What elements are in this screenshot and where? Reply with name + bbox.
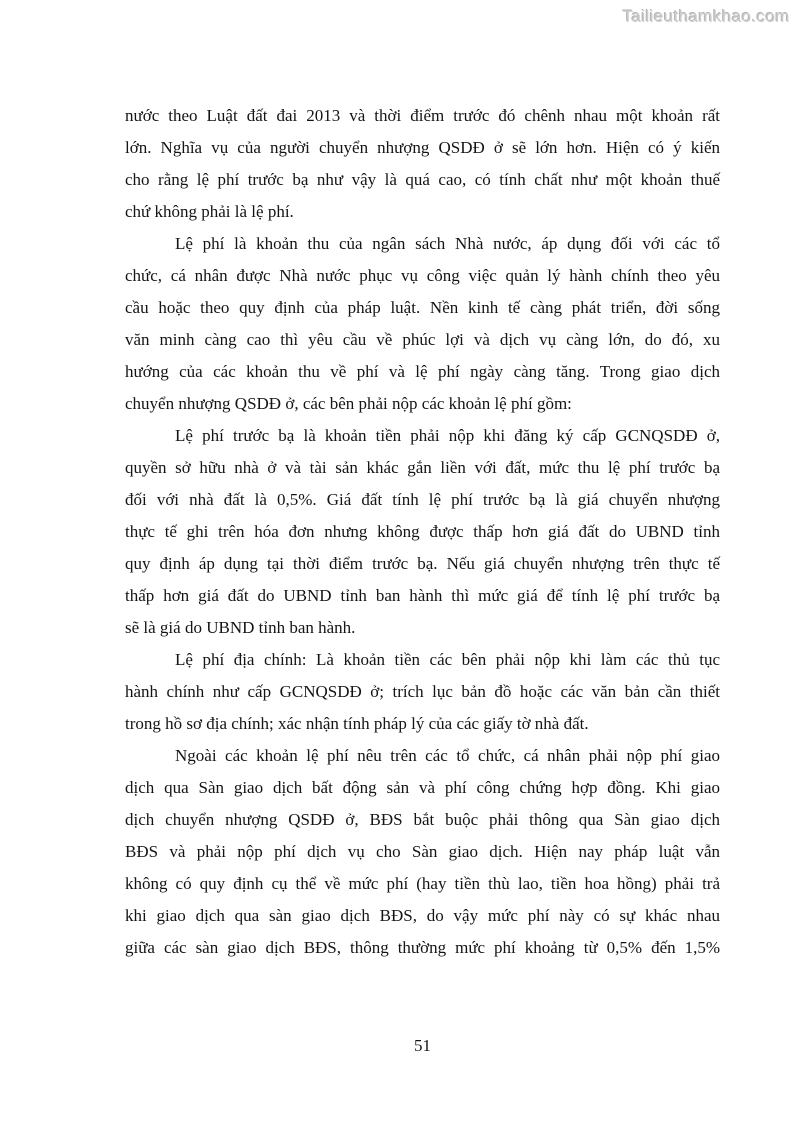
paragraph bbox=[125, 420, 720, 644]
text-line: quy định áp dụng tại thời điểm trước bạ. Nếu giá chuyển nhượng trên thực tế bbox=[125, 554, 720, 573]
text-line: thấp hơn giá đất do UBND tỉnh ban hành thì mức giá để tính lệ phí trước bạ bbox=[125, 586, 720, 605]
text-line: văn minh càng cao thì yêu cầu về phúc lợi và dịch vụ càng lớn, do đó, xu bbox=[125, 330, 720, 349]
text-line: quyền sở hữu nhà ở và tài sản khác gắn liền với đất, mức thu lệ phí trước bạ bbox=[125, 458, 720, 477]
page-number: 51 bbox=[414, 1036, 431, 1055]
text-line: Lệ phí là khoản thu của ngân sách Nhà nước, áp dụng đối với các tổ bbox=[175, 234, 720, 253]
text-line: giữa các sàn giao dịch BĐS, thông thường mức phí khoảng từ 0,5% đến 1,5% bbox=[125, 938, 720, 957]
text-line: chức, cá nhân được Nhà nước phục vụ công việc quản lý hành chính theo yêu bbox=[125, 266, 720, 285]
text-line: lớn. Nghĩa vụ của người chuyển nhượng QSDĐ ở sẽ lớn hơn. Hiện có ý kiến bbox=[125, 138, 720, 157]
text-line: dịch chuyển nhượng QSDĐ ở, BĐS bắt buộc phải thông qua Sàn giao dịch bbox=[125, 810, 720, 829]
text-line: chứ không phải là lệ phí. bbox=[125, 202, 294, 221]
text-line: thực tế ghi trên hóa đơn nhưng không được thấp hơn giá đất do UBND tỉnh bbox=[125, 522, 720, 541]
text-line: khi giao dịch qua sàn giao dịch BĐS, do vậy mức phí này có sự khác nhau bbox=[125, 906, 720, 925]
paragraph bbox=[125, 644, 720, 740]
text-line: trong hồ sơ địa chính; xác nhận tính pháp lý của các giấy tờ nhà đất. bbox=[125, 714, 589, 733]
document-body bbox=[125, 100, 720, 964]
text-line: hành chính như cấp GCNQSDĐ ở; trích lục bản đồ hoặc các văn bản cần thiết bbox=[125, 682, 720, 701]
paragraph bbox=[125, 228, 720, 420]
text-line: cầu hoặc theo quy định của pháp luật. Nền kinh tế càng phát triển, đời sống bbox=[125, 298, 720, 317]
text-line: Lệ phí địa chính: Là khoản tiền các bên phải nộp khi làm các thủ tục bbox=[175, 650, 720, 669]
paragraph bbox=[125, 740, 720, 964]
text-line: nước theo Luật đất đai 2013 và thời điểm trước đó chênh nhau một khoản rất bbox=[125, 106, 720, 125]
site-watermark: Tailieuthamkhao.com bbox=[622, 7, 790, 26]
paragraph bbox=[125, 100, 720, 228]
text-line: chuyển nhượng QSDĐ ở, các bên phải nộp các khoản lệ phí gồm: bbox=[125, 394, 572, 413]
text-line: Lệ phí trước bạ là khoản tiền phải nộp khi đăng ký cấp GCNQSDĐ ở, bbox=[175, 426, 720, 445]
text-line: Ngoài các khoản lệ phí nêu trên các tổ chức, cá nhân phải nộp phí giao bbox=[175, 746, 720, 765]
text-line: cho rằng lệ phí trước bạ như vậy là quá cao, có tính chất như một khoản thuế bbox=[125, 170, 720, 189]
text-line: sẽ là giá do UBND tỉnh ban hành. bbox=[125, 618, 356, 637]
text-line: dịch qua Sàn giao dịch bất động sản và phí công chứng hợp đồng. Khi giao bbox=[125, 778, 720, 797]
text-line: không có quy định cụ thể về mức phí (hay tiền thù lao, tiền hoa hồng) phải trả bbox=[125, 874, 720, 893]
text-line: hướng của các khoản thu về phí và lệ phí ngày càng tăng. Trong giao dịch bbox=[125, 362, 720, 381]
text-line: BĐS và phải nộp phí dịch vụ cho Sàn giao dịch. Hiện nay pháp luật vẫn bbox=[125, 842, 720, 861]
text-line: đối với nhà đất là 0,5%. Giá đất tính lệ phí trước bạ là giá chuyển nhượng bbox=[125, 490, 720, 509]
